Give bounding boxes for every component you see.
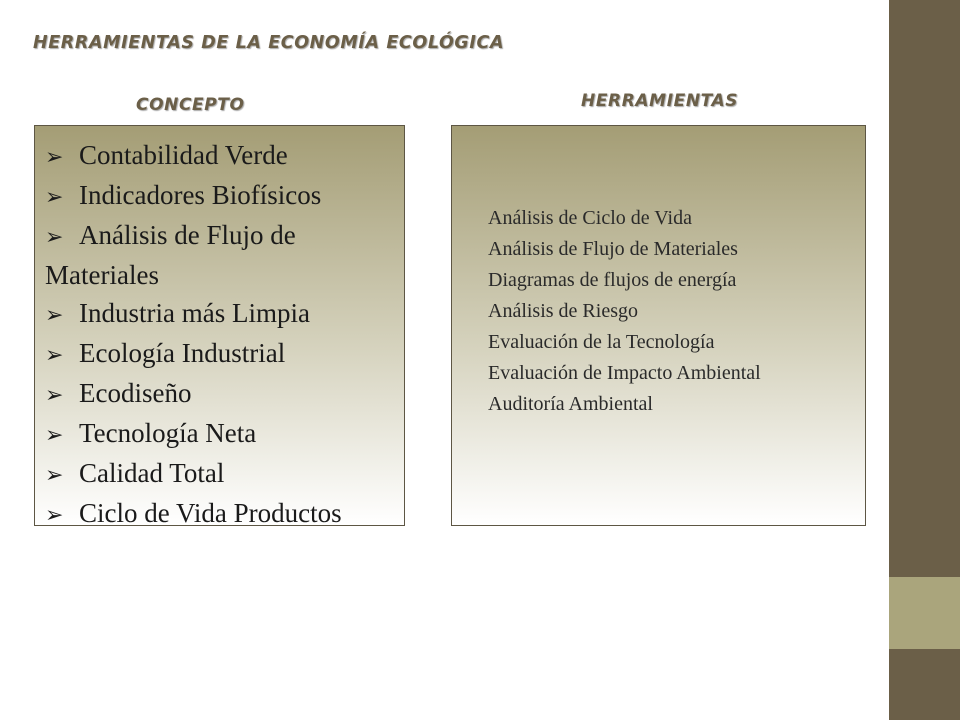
herramientas-item: Análisis de Flujo de Materiales <box>488 238 738 260</box>
herramientas-item: Auditoría Ambiental <box>488 393 653 415</box>
concepto-item-label: Análisis de Flujo de Materiales <box>45 220 296 290</box>
arrow-bullet-icon: ➢ <box>45 382 64 407</box>
arrow-bullet-icon: ➢ <box>45 302 64 327</box>
concepto-item <box>45 494 404 534</box>
concepto-item-label: Industria más Limpia <box>79 298 310 328</box>
arrow-bullet-icon: ➢ <box>45 422 64 447</box>
arrow-bullet-icon: ➢ <box>45 502 64 527</box>
concepto-item-label: Ciclo de Vida Productos <box>79 498 342 528</box>
concepto-item <box>45 334 404 374</box>
concepto-item <box>45 374 404 414</box>
concepto-item-label: Indicadores Biofísicos <box>79 180 322 210</box>
herramientas-item: Evaluación de Impacto Ambiental <box>488 362 761 384</box>
concepto-box <box>34 125 405 526</box>
arrow-bullet-icon: ➢ <box>45 224 64 249</box>
concepto-item-label: Ecología Industrial <box>79 338 286 368</box>
concepto-item <box>45 216 404 294</box>
arrow-bullet-icon: ➢ <box>45 184 64 209</box>
herramientas-box <box>451 125 866 526</box>
concepto-heading: CONCEPTO <box>136 95 245 115</box>
decorative-side-band <box>889 577 960 649</box>
herramientas-list <box>488 203 865 420</box>
concepto-item <box>45 294 404 334</box>
herramientas-item: Análisis de Ciclo de Vida <box>488 207 692 229</box>
concepto-item-label: Tecnología Neta <box>79 418 257 448</box>
concepto-item <box>45 136 404 176</box>
herramientas-item: Evaluación de la Tecnología <box>488 331 715 353</box>
concepto-item-label: Ecodiseño <box>79 378 192 408</box>
concepto-item <box>45 454 404 494</box>
concepto-item-label: Calidad Total <box>79 458 225 488</box>
concepto-list <box>45 136 404 534</box>
concepto-item-label: Contabilidad Verde <box>79 140 288 170</box>
slide-title: HERRAMIENTAS DE LA ECONOMÍA ECOLÓGICA <box>33 33 505 53</box>
concepto-item <box>45 176 404 216</box>
concepto-item <box>45 414 404 454</box>
herramientas-heading: HERRAMIENTAS <box>581 91 739 111</box>
herramientas-item: Diagramas de flujos de energía <box>488 269 737 291</box>
arrow-bullet-icon: ➢ <box>45 462 64 487</box>
herramientas-item: Análisis de Riesgo <box>488 300 638 322</box>
arrow-bullet-icon: ➢ <box>45 342 64 367</box>
arrow-bullet-icon: ➢ <box>45 144 64 169</box>
